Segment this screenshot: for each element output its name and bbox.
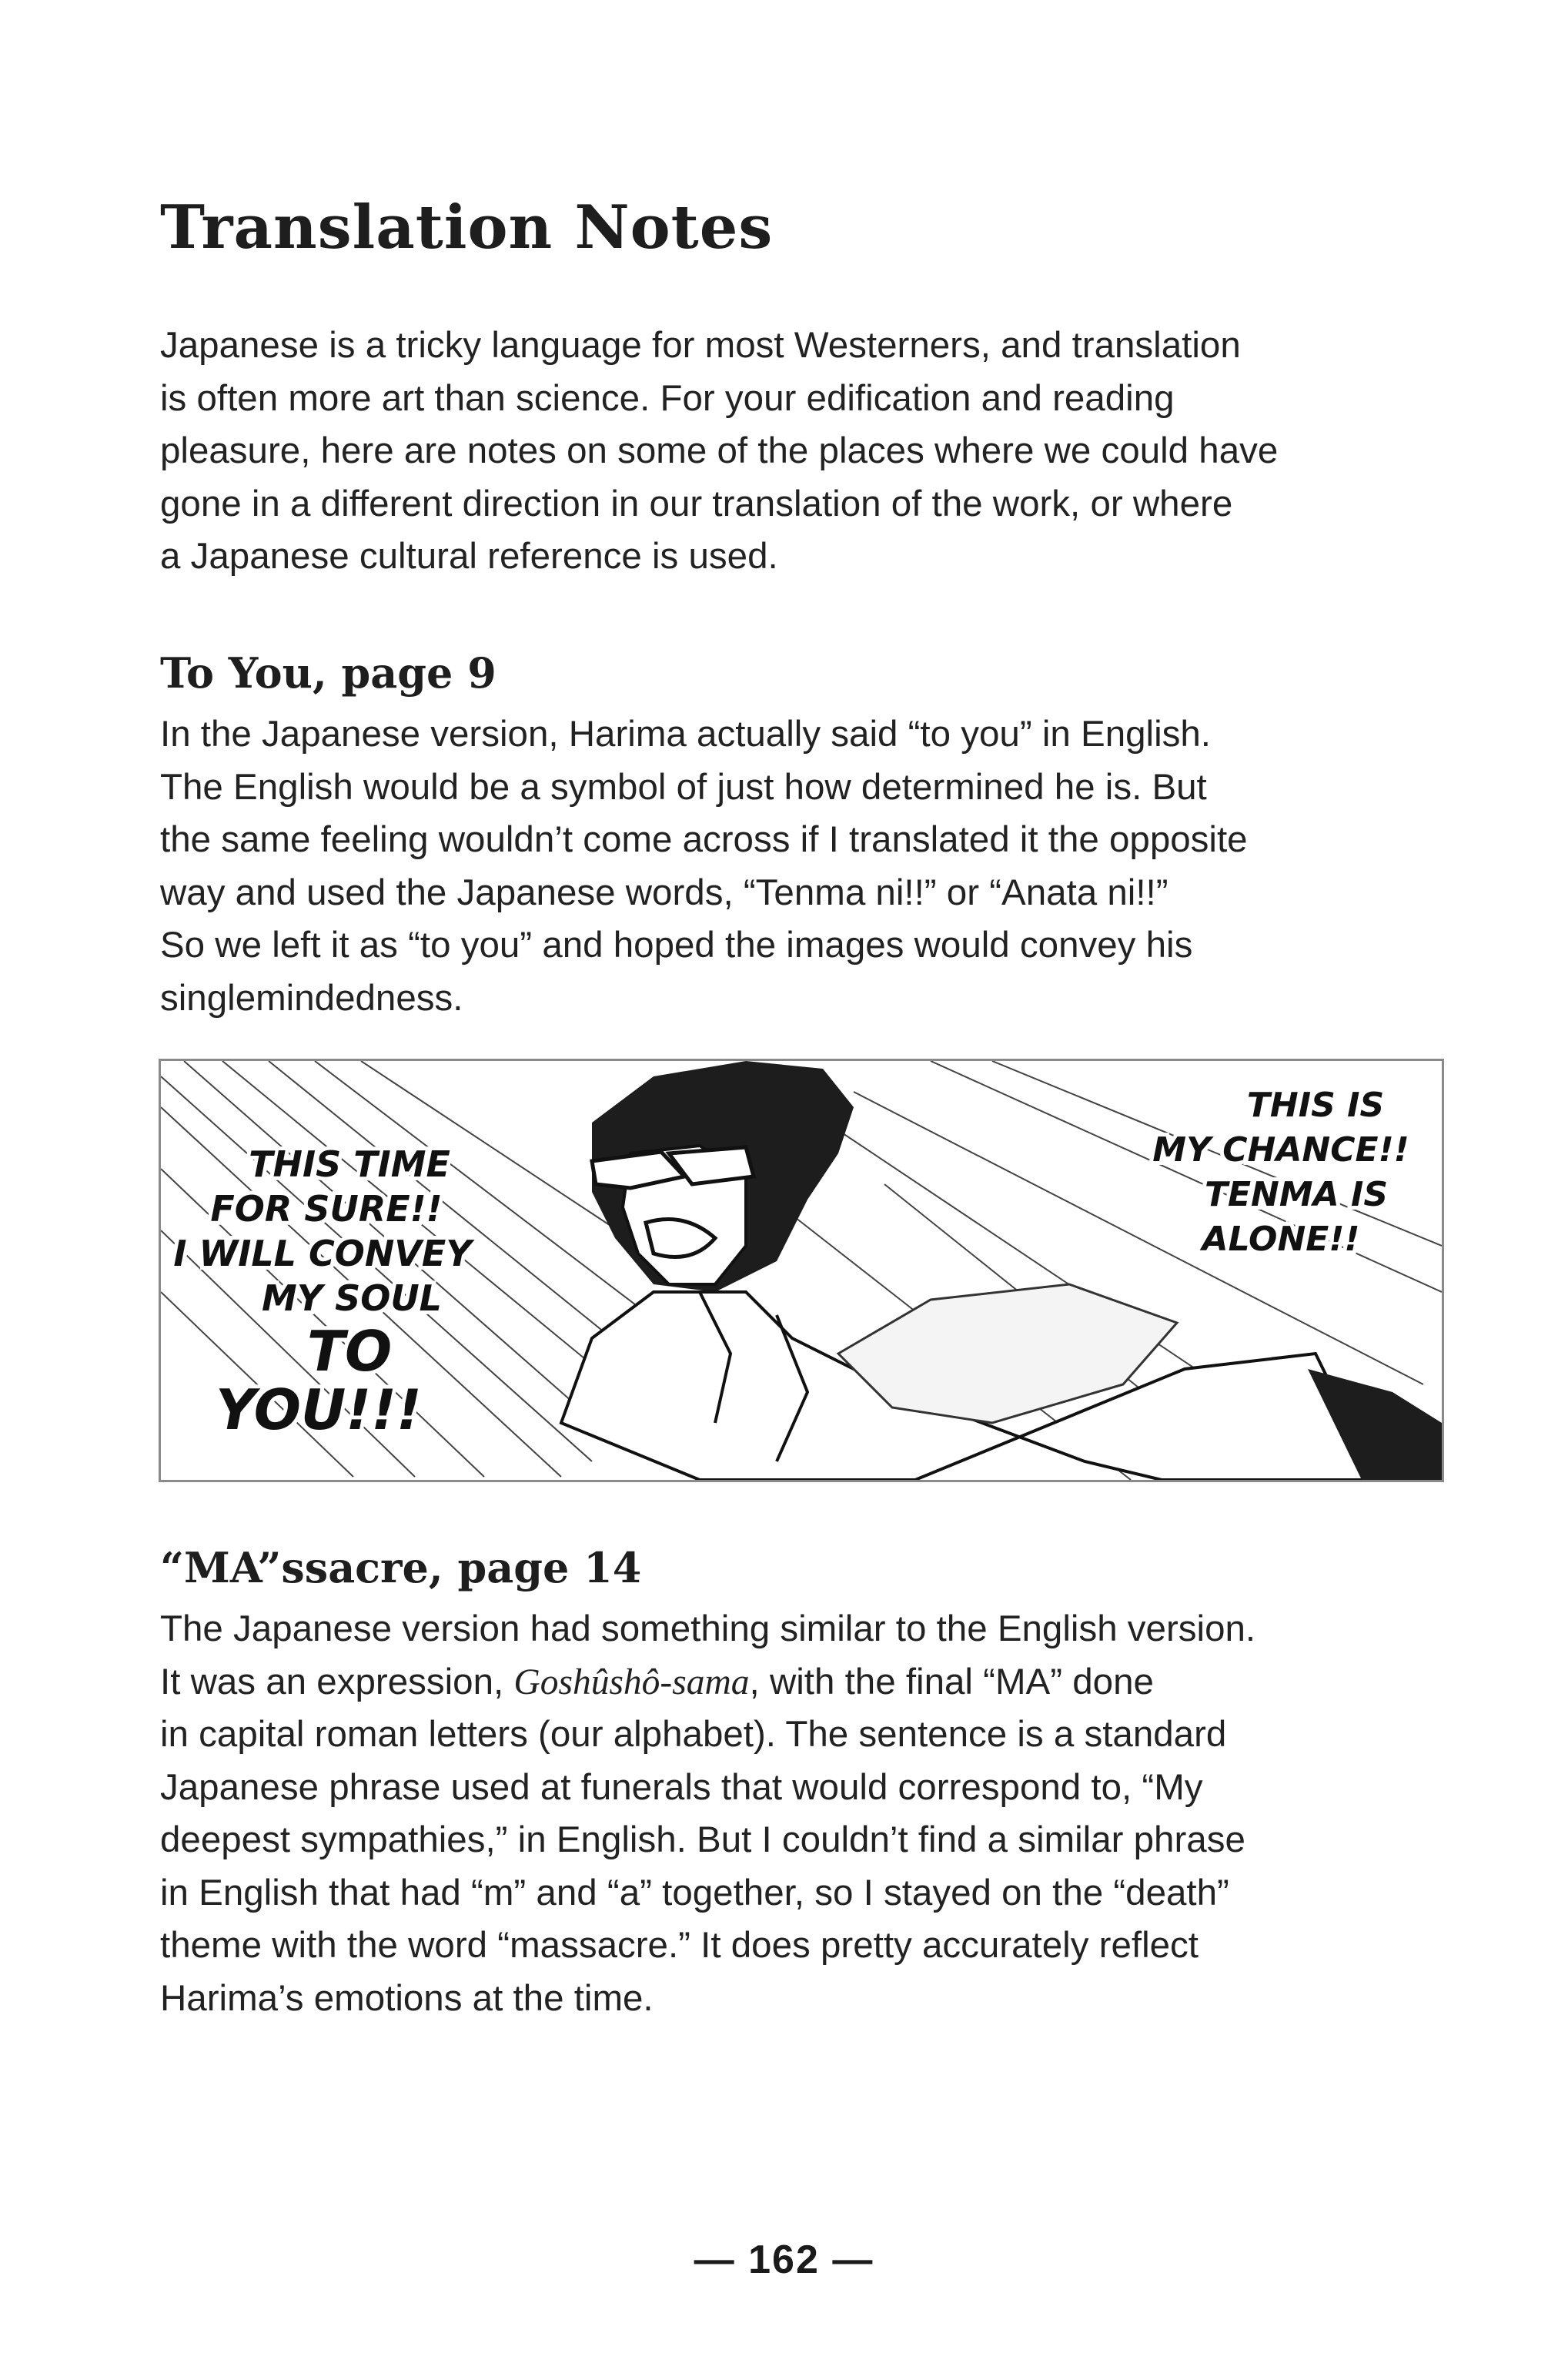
to-you-paragraph (160, 708, 1438, 1025)
massacre-line: Harima’s emotions at the time. (160, 1977, 654, 2019)
to-you-line: the same feeling wouldn’t come across if I translated it the opposite (160, 819, 1248, 860)
massacre-line-text: , with the final “MA” done (749, 1661, 1154, 1702)
intro-line: a Japanese cultural reference is used. (160, 536, 778, 577)
massacre-line-text: It was an expression, (160, 1661, 514, 1702)
right-bubble-line: TENMA IS (1204, 1175, 1389, 1214)
massacre-paragraph (160, 1603, 1438, 2025)
page-number: — 162 — (694, 2238, 874, 2282)
intro-paragraph (160, 320, 1438, 584)
manga-illustration (161, 1061, 1442, 1480)
left-bubble-line: MY SOUL (262, 1277, 442, 1319)
right-bubble-line: MY CHANCE!! (1152, 1130, 1409, 1170)
page-title: Translation Notes (160, 192, 774, 263)
intro-line: is often more art than science. For your edification and reading (160, 377, 1175, 419)
left-bubble-line: FOR SURE!! (210, 1188, 443, 1230)
to-you-line: singlemindedness. (160, 977, 463, 1019)
right-bubble-line: ALONE!! (1202, 1220, 1360, 1259)
to-you-line: So we left it as “to you” and hoped the images would convey his (160, 925, 1193, 966)
section-heading-massacre: “MA”ssacre, page 14 (160, 1543, 642, 1592)
right-bubble-line: THIS IS (1246, 1086, 1385, 1125)
massacre-line: theme with the word “massacre.” It does pretty accurately reflect (160, 1925, 1199, 1966)
right-speech-text (1152, 1086, 1409, 1259)
japanese-term: Goshûshô-sama (513, 1662, 750, 1702)
massacre-line (160, 1656, 1438, 1709)
massacre-line: in capital roman letters (our alphabet). The sentence is a standard (160, 1714, 1227, 1755)
left-bubble-line: TO (306, 1319, 393, 1384)
to-you-line: way and used the Japanese words, “Tenma ni!!” or “Anata ni!!” (160, 872, 1168, 913)
section-heading-to-you: To You, page 9 (160, 648, 496, 698)
to-you-line: In the Japanese version, Harima actually said “to you” in English. (160, 714, 1211, 755)
intro-line: Japanese is a tricky language for most Westerners, and translation (160, 325, 1241, 366)
massacre-line: deepest sympathies,” in English. But I couldn’t find a similar phrase (160, 1819, 1245, 1860)
left-speech-text (173, 1143, 475, 1442)
to-you-line: The English would be a symbol of just how determined he is. But (160, 766, 1207, 808)
massacre-line: Japanese phrase used at funerals that would correspond to, “My (160, 1766, 1203, 1808)
intro-line: gone in a different direction in our translation of the work, or where (160, 483, 1233, 524)
massacre-line: in English that had “m” and “a” together, so I stayed on the “death” (160, 1872, 1229, 1913)
left-bubble-line: YOU!!! (216, 1377, 422, 1442)
massacre-line: The Japanese version had something similar to the English version. (160, 1608, 1256, 1649)
manga-panel-image (159, 1059, 1444, 1482)
left-bubble-line: THIS TIME (249, 1143, 450, 1185)
intro-line: pleasure, here are notes on some of the places where we could have (160, 430, 1279, 471)
left-bubble-line: I WILL CONVEY (173, 1233, 472, 1274)
